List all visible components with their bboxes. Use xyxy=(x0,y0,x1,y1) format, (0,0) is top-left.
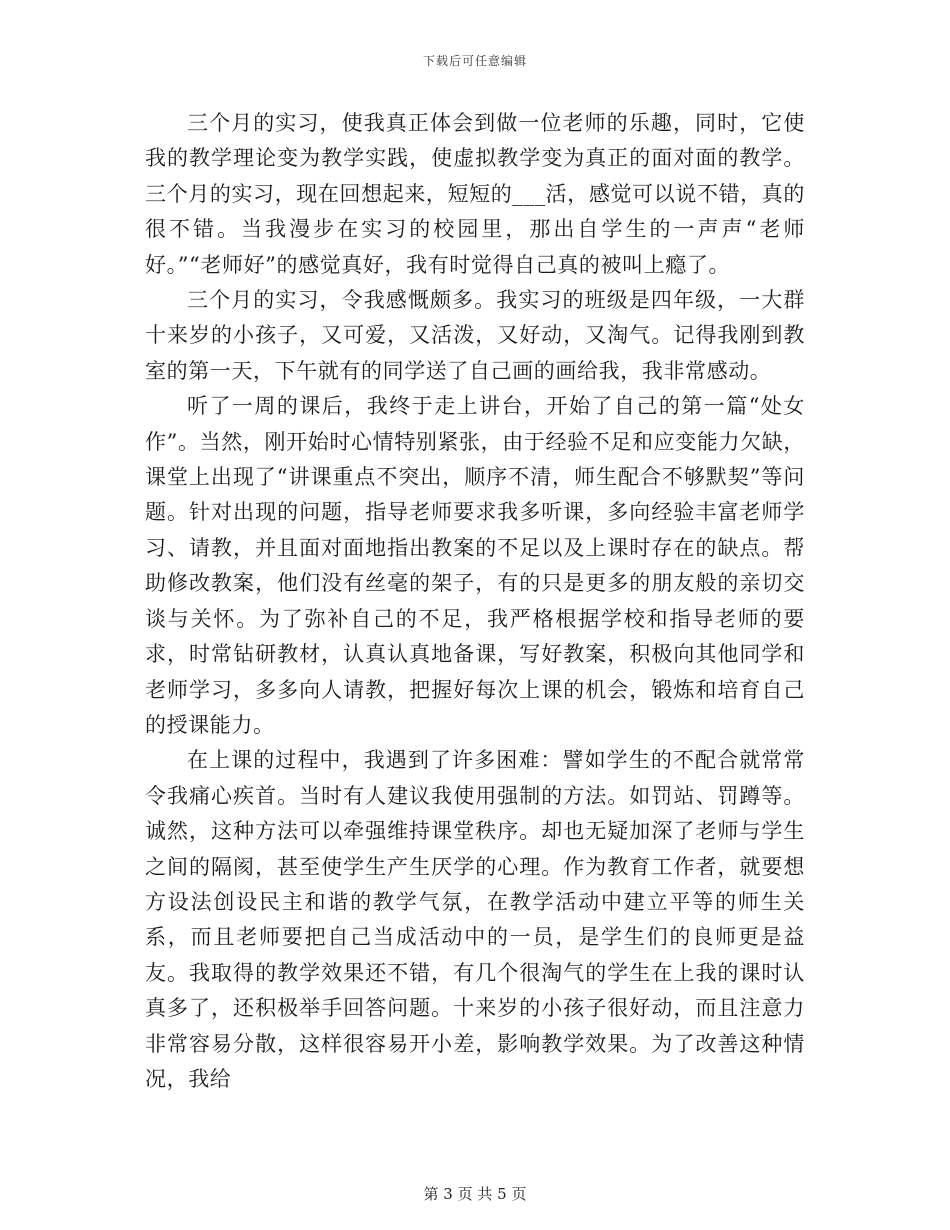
page-footer: 第 3 页 共 5 页 xyxy=(423,1185,527,1203)
document-body xyxy=(145,106,805,1097)
paragraph-4: 在上课的过程中，我遇到了许多困难：譬如学生的不配合就常常令我痛心疾首。当时有人建议我使用强制的方法。如罚站、罚蹲等。诚然，这种方法可以牵强维持课堂秩序。却也无疑加深了老师与学生之间的隔阂，甚至使学生产生厌学的心理。作为教育工作者，就要想方设法创设民主和谐的教学气氛，在教学活动中建立平等的师生关系，而且老师要把自己当成活动中的一员，是学生们的良师更是益友。我取得的教学效果还不错，有几个很淘气的学生在上我的课时认真多了，还积极举手回答问题。十来岁的小孩子很好动，而且注意力非常容易分散，这样很容易开小差，影响教学效果。为了改善这种情况，我给 xyxy=(145,748,805,1091)
paragraph-2: 三个月的实习，令我感慨颇多。我实习的班级是四年级，一大群十来岁的小孩子，又可爱，又活泼，又好动，又淘气。记得我刚到教室的第一天，下午就有的同学送了自己画的画给我，我非常感动。 xyxy=(145,288,805,383)
paragraph-1: 三个月的实习，使我真正体会到做一位老师的乐趣，同时，它使我的教学理论变为教学实践，使虚拟教学变为真正的面对面的教学。三个月的实习，现在回想起来，短短的___活，感觉可以说不错，真的很不错。当我漫步在实习的校园里，那出自学生的一声声“老师好。”“老师好”的感觉真好，我有时觉得自己真的被叫上瘾了。 xyxy=(145,111,805,277)
paragraph-3: 听了一周的课后，我终于走上讲台，开始了自己的第一篇“处女作”。当然，刚开始时心情特别紧张，由于经验不足和应变能力欠缺，课堂上出现了“讲课重点不突出，顺序不清，师生配合不够默契”等问题。针对出现的问题，指导老师要求我多听课，多向经验丰富老师学习、请教，并且面对面地指出教案的不足以及上课时存在的缺点。帮助修改教案，他们没有丝毫的架子，有的只是更多的朋友般的亲切交谈与关怀。为了弥补自己的不足，我严格根据学校和指导老师的要求，时常钻研教材，认真认真地备课，写好教案，积极向其他同学和老师学习，多多向人请教，把握好每次上课的机会，锻炼和培育自己的授课能力。 xyxy=(145,394,805,737)
page-header: 下载后可任意编辑 xyxy=(422,54,527,68)
